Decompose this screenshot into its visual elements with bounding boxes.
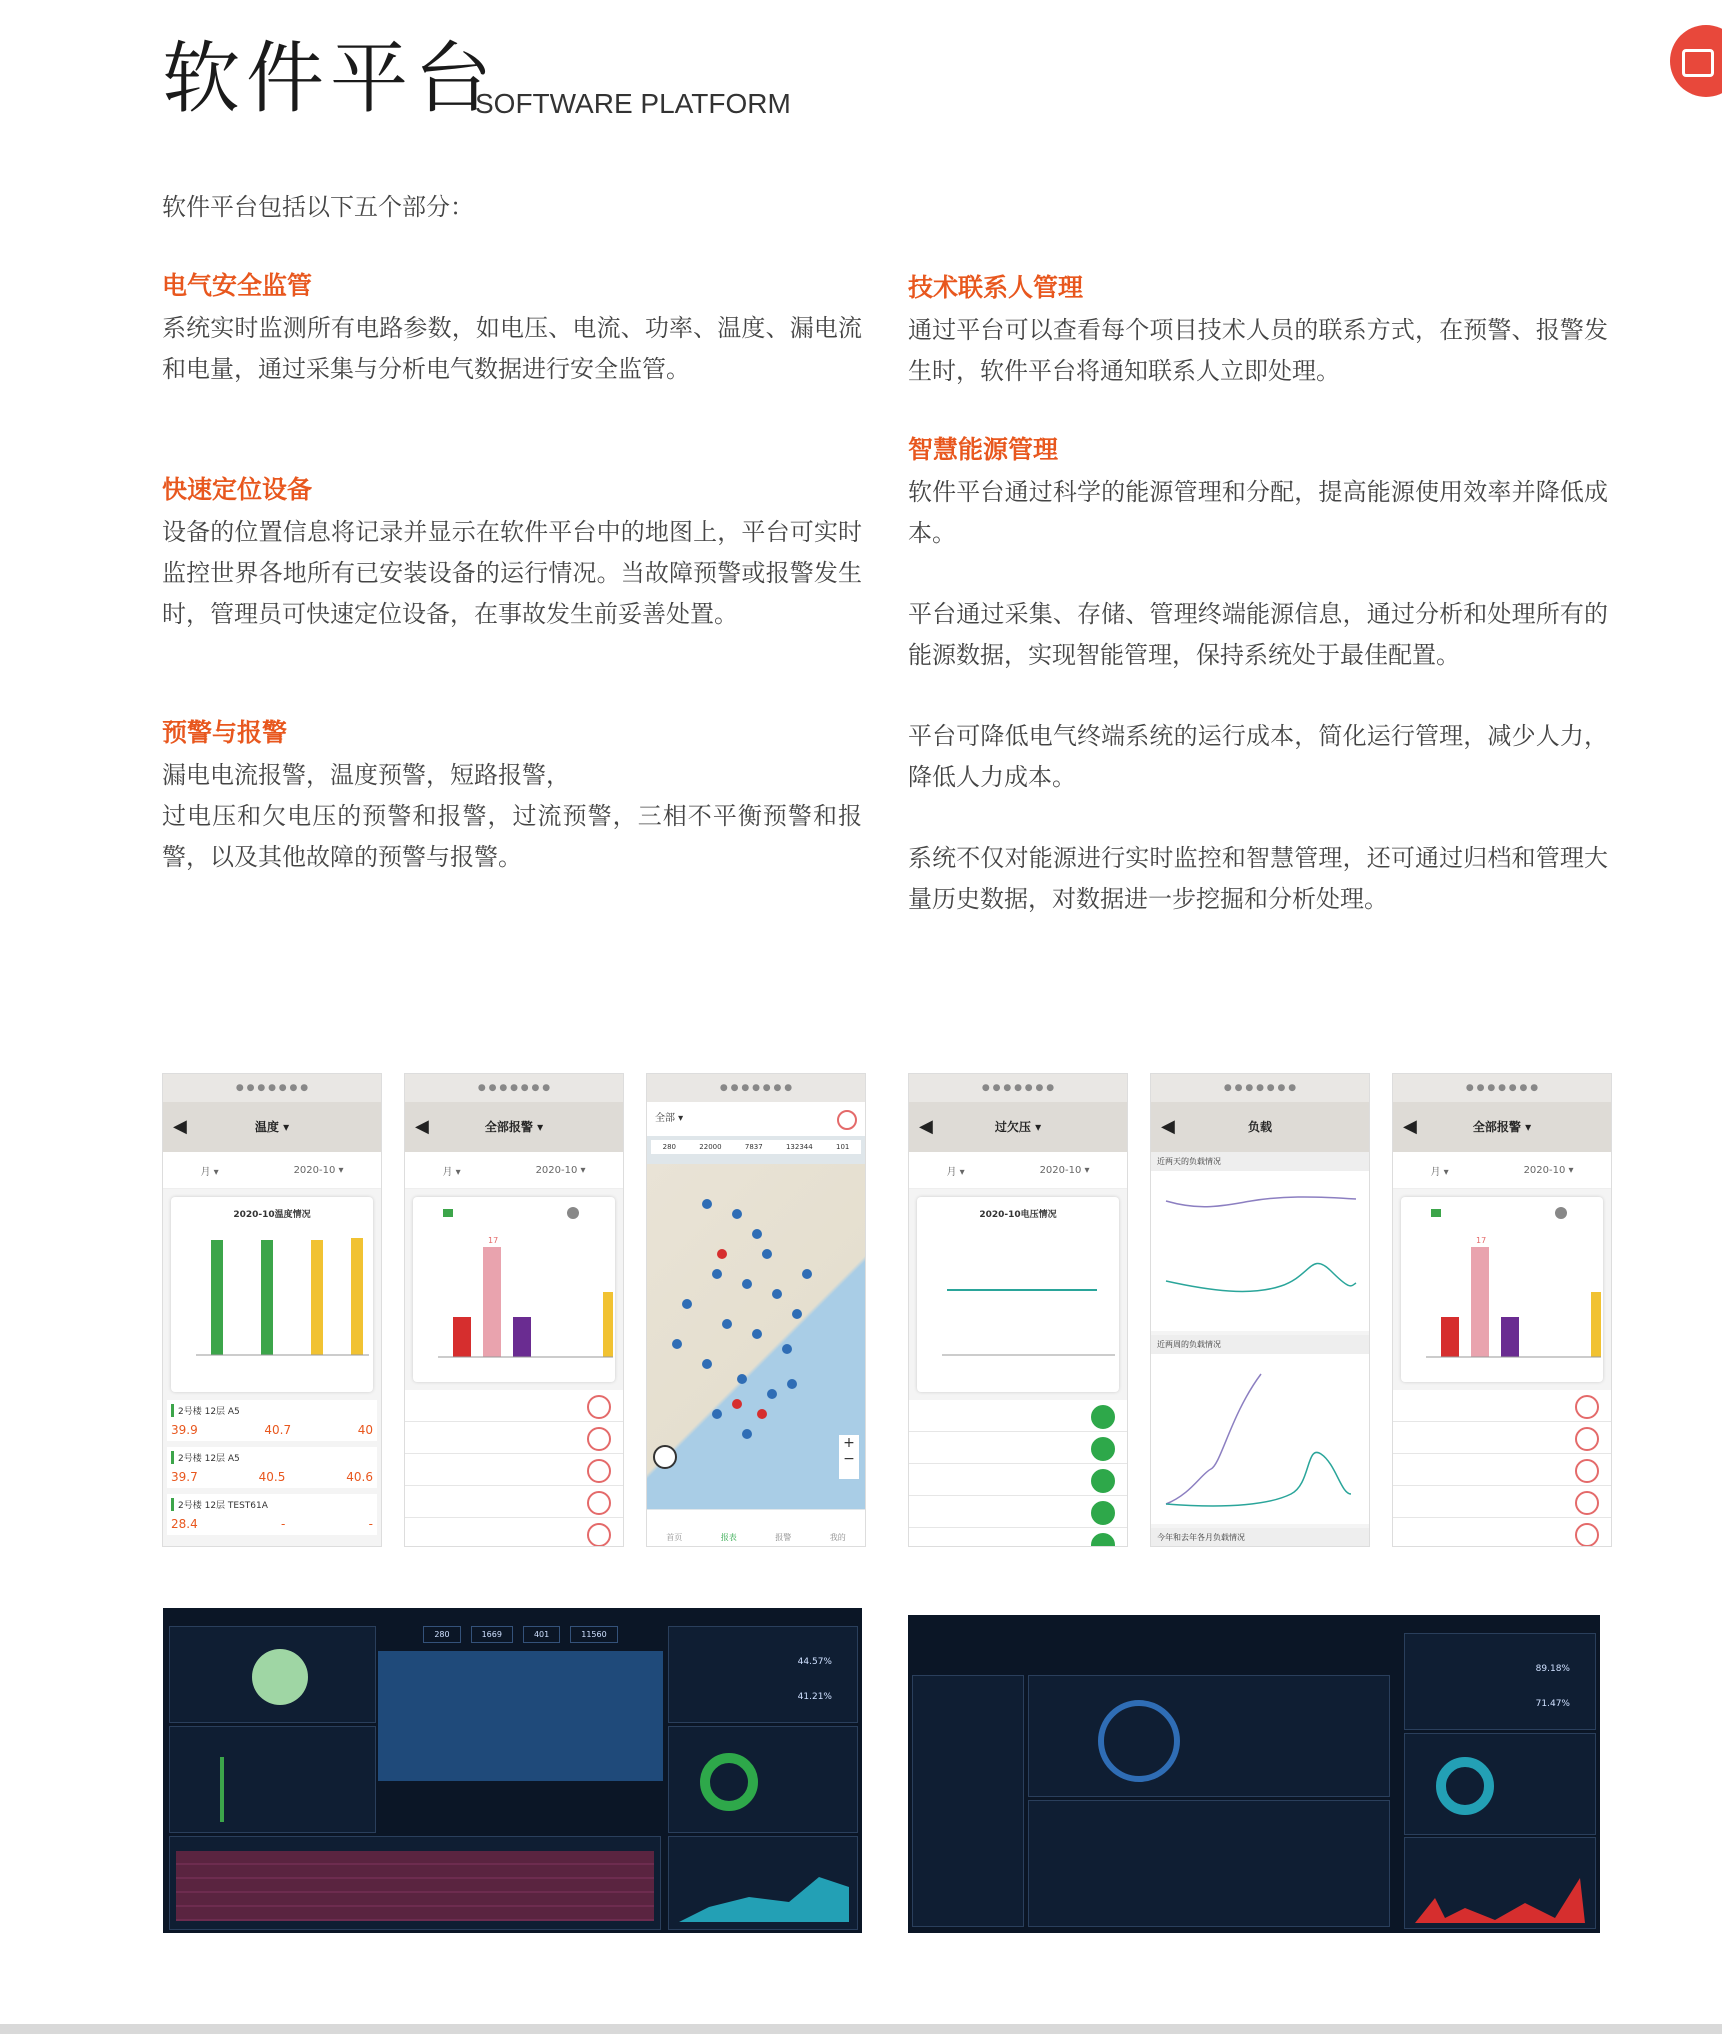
date-select[interactable]: 2020-10 ▾ xyxy=(1523,1164,1574,1176)
stat-value: 132344 xyxy=(785,1143,813,1151)
series-line xyxy=(1166,1197,1356,1207)
reading-value: 40.6 xyxy=(346,1470,373,1484)
map-view[interactable] xyxy=(378,1651,663,1781)
back-icon[interactable]: ◀ xyxy=(919,1116,933,1137)
reading-card[interactable] xyxy=(167,1447,377,1488)
panel-gauges xyxy=(1404,1633,1596,1730)
pie-chart xyxy=(170,1627,375,1722)
voltage-line-chart xyxy=(917,1220,1117,1385)
status-bar: ● ● ● ● ● ● ● xyxy=(163,1074,381,1102)
zoom-control[interactable]: + − xyxy=(839,1435,859,1479)
list-item[interactable] xyxy=(405,1422,623,1454)
alarm-list xyxy=(909,1400,1127,1547)
alarm-list xyxy=(405,1390,623,1547)
nav-alarms[interactable]: 报警 xyxy=(775,1533,792,1542)
bar xyxy=(1501,1317,1519,1357)
reading-location: 2号楼 12层 A5 xyxy=(171,1451,373,1464)
section-left-1 xyxy=(162,266,862,430)
stat-value: 101 xyxy=(835,1143,850,1151)
app-bar-title[interactable]: 温度 ▾ xyxy=(254,1120,290,1134)
app-bar-title[interactable]: 过欠压 ▾ xyxy=(994,1120,1042,1134)
bar-chart xyxy=(170,1727,375,1832)
status-bar: ● ● ● ● ● ● ● xyxy=(647,1074,865,1102)
period-select[interactable]: 月 ▾ xyxy=(200,1166,219,1178)
list-item[interactable] xyxy=(909,1464,1127,1496)
load-chart-weeks xyxy=(1151,1354,1369,1524)
status-bar: ● ● ● ● ● ● ● xyxy=(1151,1074,1369,1102)
status-bar: ● ● ● ● ● ● ● xyxy=(405,1074,623,1102)
section-heading: 预警与报警 xyxy=(162,718,288,747)
filter-row xyxy=(1393,1152,1611,1189)
reading-value: 39.7 xyxy=(171,1470,198,1484)
section-left-2 xyxy=(162,470,862,675)
list-item[interactable] xyxy=(1393,1454,1611,1486)
bar-value-label: 17 xyxy=(1476,1236,1487,1245)
section-body: 平台可降低电气终端系统的运行成本，简化运行管理，减少人力，降低人力成本。 xyxy=(908,722,1608,791)
spike-chart xyxy=(1405,1838,1595,1928)
bar xyxy=(453,1317,471,1357)
load-chart-days xyxy=(1151,1171,1369,1331)
page-title: 软件平台 xyxy=(162,34,499,124)
back-icon[interactable]: ◀ xyxy=(173,1116,187,1137)
panel-gauges xyxy=(668,1626,858,1723)
section-heading: 电气安全监管 xyxy=(162,271,313,300)
map-top-bar xyxy=(647,1102,865,1136)
map-view[interactable] xyxy=(647,1164,865,1509)
list-item[interactable] xyxy=(1393,1390,1611,1422)
bar-a xyxy=(211,1240,223,1355)
panel-bars xyxy=(169,1726,376,1833)
section-heading: 快速定位设备 xyxy=(162,475,313,504)
filter-row xyxy=(405,1152,623,1189)
date-select[interactable]: 2020-10 ▾ xyxy=(535,1164,586,1176)
reading-location: 2号楼 12层 TEST61A xyxy=(171,1498,373,1511)
status-bar: ● ● ● ● ● ● ● xyxy=(1393,1074,1611,1102)
section-right-2 xyxy=(908,430,1608,960)
kpi-value: 11560 xyxy=(570,1626,617,1643)
chart-card xyxy=(917,1197,1119,1392)
alarm-list xyxy=(1393,1390,1611,1547)
list-item[interactable] xyxy=(909,1432,1127,1464)
kpi-value: 401 xyxy=(523,1626,560,1643)
bar xyxy=(1471,1247,1489,1357)
list-item[interactable] xyxy=(1393,1518,1611,1547)
panel-donut xyxy=(668,1726,858,1833)
filter-row xyxy=(909,1152,1127,1189)
chart-title: 今年和去年各月负载情况 xyxy=(1151,1528,1369,1547)
list-item[interactable] xyxy=(909,1400,1127,1432)
bar-b xyxy=(261,1240,273,1355)
section-body: 漏电电流报警，温度预警，短路报警， xyxy=(162,761,570,789)
locate-icon[interactable] xyxy=(653,1445,677,1469)
alarm-bar-chart xyxy=(413,1197,613,1382)
alarm-bar-chart xyxy=(1401,1197,1601,1382)
phone-screen-load xyxy=(1150,1073,1370,1547)
section-heading: 智慧能源管理 xyxy=(908,435,1059,464)
section-body: 通过平台可以查看每个项目技术人员的联系方式，在预警、报警发生时，软件平台将通知联系人立即处理。 xyxy=(908,316,1608,385)
list-item[interactable] xyxy=(405,1390,623,1422)
bar-c xyxy=(311,1240,323,1355)
phone-screen-map xyxy=(646,1073,866,1547)
bar xyxy=(483,1247,501,1357)
nav-reports[interactable]: 报表 xyxy=(720,1533,737,1542)
scope-select[interactable]: 全部 ▾ xyxy=(655,1113,684,1124)
reading-value: 40 xyxy=(357,1423,373,1437)
donut-chart xyxy=(1405,1734,1595,1834)
chart-title: 近两周的负载情况 xyxy=(1151,1335,1369,1354)
gauge-value: 89.18% xyxy=(1535,1664,1570,1674)
pie-chart-icon[interactable] xyxy=(1555,1207,1567,1219)
bar-chart-icon[interactable] xyxy=(1431,1209,1441,1217)
list-item[interactable] xyxy=(909,1496,1127,1528)
alarm-table[interactable] xyxy=(176,1851,654,1921)
bar-d xyxy=(351,1238,363,1355)
date-select[interactable]: 2020-10 ▾ xyxy=(293,1164,344,1176)
web-dashboard-2 xyxy=(908,1615,1600,1933)
reading-value: 40.7 xyxy=(264,1423,292,1437)
list-item[interactable] xyxy=(405,1518,623,1547)
phone-screen-alarms-2 xyxy=(1392,1073,1612,1547)
bar-value-label: 17 xyxy=(488,1236,499,1245)
panel-speedometer xyxy=(1028,1675,1390,1797)
bar xyxy=(603,1292,613,1357)
app-bar xyxy=(909,1102,1127,1152)
gauge-value: 71.47% xyxy=(1535,1699,1570,1709)
kpi-value: 280 xyxy=(423,1626,460,1643)
bar xyxy=(513,1317,531,1357)
phone-screen-alarms xyxy=(404,1073,624,1547)
reading-card[interactable] xyxy=(167,1400,377,1441)
status-bar: ● ● ● ● ● ● ● xyxy=(909,1074,1127,1102)
reading-value: - xyxy=(281,1517,286,1531)
temperature-bar-chart xyxy=(171,1220,371,1385)
chart-title: 2020-10温度情况 xyxy=(233,1210,311,1220)
app-bar xyxy=(405,1102,623,1152)
gauge-value: 44.57% xyxy=(797,1657,832,1667)
bottom-nav xyxy=(647,1510,865,1546)
list-item[interactable] xyxy=(909,1528,1127,1547)
series-line xyxy=(1166,1263,1356,1291)
reading-location: 2号楼 12层 A5 xyxy=(171,1404,373,1417)
menu-icon[interactable] xyxy=(837,1110,857,1130)
section-body: 系统不仅对能源进行实时监控和智慧管理，还可通过归档和管理大量历史数据，对数据进一步挖掘和分析处理。 xyxy=(908,844,1608,913)
section-body: 平台通过采集、存储、管理终端能源信息，通过分析和处理所有的能源数据，实现智能管理，保持系统处于最佳配置。 xyxy=(908,600,1608,669)
stat-value: 280 xyxy=(662,1143,677,1151)
map-panel xyxy=(378,1626,663,1826)
panel-alarm-table xyxy=(169,1836,661,1930)
back-icon[interactable]: ◀ xyxy=(415,1116,429,1137)
area-chart xyxy=(669,1837,857,1929)
panel-donut xyxy=(1404,1733,1596,1835)
bar-chart-icon[interactable] xyxy=(443,1209,453,1217)
gauge-value: 41.21% xyxy=(797,1692,832,1702)
back-icon[interactable]: ◀ xyxy=(1403,1116,1417,1137)
reading-value: 39.9 xyxy=(171,1423,198,1437)
stat-value: 22000 xyxy=(699,1143,722,1151)
phone-screen-temperature xyxy=(162,1073,382,1547)
list-item[interactable] xyxy=(1393,1486,1611,1518)
phone-screen-voltage xyxy=(908,1073,1128,1547)
kpi-value: 1669 xyxy=(471,1626,513,1643)
reading-card[interactable] xyxy=(167,1494,377,1535)
sidebar-menu[interactable] xyxy=(912,1675,1024,1927)
app-bar xyxy=(1393,1102,1611,1152)
panel-spikes xyxy=(1404,1837,1596,1929)
web-dashboard-1 xyxy=(163,1608,862,1933)
section-left-3 xyxy=(162,713,862,918)
pie-chart-icon[interactable] xyxy=(567,1207,579,1219)
footer-divider xyxy=(0,2024,1722,2034)
list-item[interactable] xyxy=(405,1486,623,1518)
series-line xyxy=(1166,1374,1261,1504)
panel-table[interactable] xyxy=(1028,1800,1390,1927)
reading-value: 40.5 xyxy=(258,1470,286,1484)
filter-row xyxy=(163,1152,381,1189)
donut-chart xyxy=(669,1727,857,1832)
kpi-row xyxy=(378,1626,663,1643)
bar xyxy=(1441,1317,1459,1357)
page-subtitle: SOFTWARE PLATFORM xyxy=(475,88,791,119)
chart-card xyxy=(413,1197,615,1382)
device-markers xyxy=(647,1164,865,1509)
nav-home[interactable]: 首页 xyxy=(666,1533,683,1542)
section-body: 软件平台通过科学的能源管理和分配，提高能源使用效率并降低成本。 xyxy=(908,478,1608,547)
section-body: 系统实时监测所有电路参数，如电压、电流、功率、温度、漏电流和电量，通过采集与分析电气数据进行安全监管。 xyxy=(162,314,862,383)
app-bar-title[interactable]: 全部报警 ▾ xyxy=(484,1120,544,1134)
stats-row xyxy=(651,1140,861,1154)
app-bar-title[interactable]: 全部报警 ▾ xyxy=(1472,1120,1532,1134)
intro-text: 软件平台包括以下五个部分： xyxy=(162,193,474,221)
chart-title: 近两天的负载情况 xyxy=(1151,1152,1369,1171)
back-icon[interactable]: ◀ xyxy=(1161,1116,1175,1137)
period-select[interactable]: 月 ▾ xyxy=(442,1166,461,1178)
chart-title: 2020-10电压情况 xyxy=(979,1210,1057,1220)
app-bar-title[interactable]: 负载 xyxy=(1247,1120,1272,1134)
app-bar xyxy=(1151,1102,1369,1152)
panel-area xyxy=(668,1836,858,1930)
brand-logo-icon xyxy=(1670,25,1722,97)
list-item[interactable] xyxy=(405,1454,623,1486)
nav-profile[interactable]: 我的 xyxy=(829,1533,846,1542)
series-line xyxy=(1166,1452,1351,1506)
section-body: 设备的位置信息将记录并显示在软件平台中的地图上，平台可实时监控世界各地所有已安装设备的运行情况。当故障预警或报警发生时，管理员可快速定位设备，在事故发生前妥善处置。 xyxy=(162,518,862,628)
section-body: 过电压和欠电压的预警和报警，过流预警，三相不平衡预警和报警，以及其他故障的预警与报警。 xyxy=(162,802,862,871)
panel-pie xyxy=(169,1626,376,1723)
list-item[interactable] xyxy=(1393,1422,1611,1454)
stat-value: 7837 xyxy=(744,1143,763,1151)
chart-card xyxy=(171,1197,373,1392)
section-right-1 xyxy=(908,268,1608,432)
reading-value: 28.4 xyxy=(171,1517,198,1531)
date-select[interactable]: 2020-10 ▾ xyxy=(1039,1164,1090,1176)
section-heading: 技术联系人管理 xyxy=(908,273,1084,302)
bar xyxy=(1591,1292,1601,1357)
period-select[interactable]: 月 ▾ xyxy=(946,1166,965,1178)
speed-gauge xyxy=(1029,1676,1389,1796)
app-bar xyxy=(163,1102,381,1152)
chart-card xyxy=(1401,1197,1603,1382)
period-select[interactable]: 月 ▾ xyxy=(1430,1166,1449,1178)
reading-value: - xyxy=(368,1517,373,1531)
